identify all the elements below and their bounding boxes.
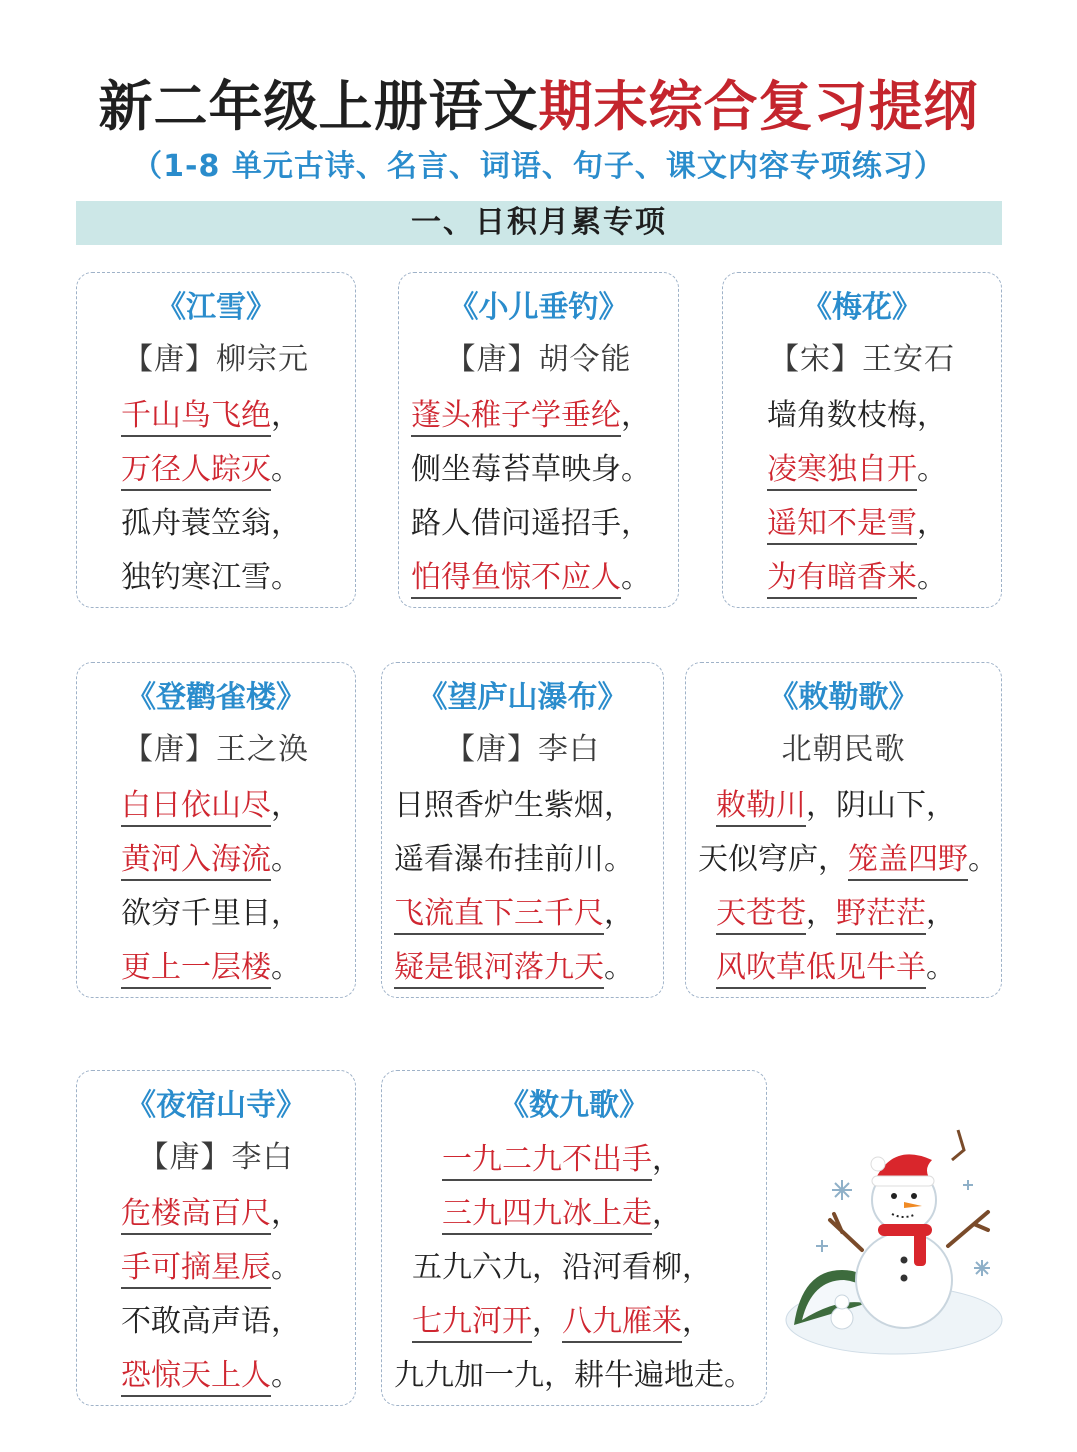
poem-line xyxy=(723,449,1045,491)
blank-answer: 万径人踪灭 xyxy=(121,452,271,491)
blank-answer: 更上一层楼 xyxy=(121,950,271,989)
blank-answer: 危楼高百尺 xyxy=(121,1196,271,1235)
blank-answer: 飞流直下三千尺 xyxy=(394,896,604,935)
poem-card-xiaoer xyxy=(398,272,679,608)
poem-card-chile xyxy=(685,662,1002,998)
poem-title: 《江雪》 xyxy=(156,290,276,325)
poem-line: 墙角数枝梅， xyxy=(767,398,947,433)
page-subtitle: （1-8 单元古诗、名言、词语、句子、课文内容专项练习） xyxy=(132,149,945,184)
blank-answer: 恐惊天上人 xyxy=(121,1358,271,1397)
blank-answer: 野茫茫 xyxy=(836,896,926,935)
title-red-part: 期末综合复习提纲 xyxy=(538,75,979,138)
poem-line xyxy=(382,947,675,989)
punct: ， xyxy=(621,398,651,433)
blank-answer: 天苍苍 xyxy=(716,896,806,935)
poem-title: 《登鹳雀楼》 xyxy=(126,680,306,715)
blank-answer: 遥知不是雪 xyxy=(767,506,917,545)
poem-author: 【唐】柳宗元 xyxy=(123,342,309,377)
punct: ， xyxy=(917,506,947,541)
blank-answer: 蓬头稚子学垂纶 xyxy=(411,398,621,437)
poem-line xyxy=(77,1247,399,1289)
blank-answer: 凌寒独自开 xyxy=(767,452,917,491)
punct: 。 xyxy=(271,452,301,487)
poem-line xyxy=(382,1301,796,1343)
poem-line: 独钓寒江雪。 xyxy=(121,560,301,595)
punct: 。 xyxy=(271,950,301,985)
poem-line xyxy=(686,839,1013,881)
title-black-part: 新二年级上册语文 xyxy=(98,75,539,138)
section-heading: 一、日积月累专项 xyxy=(76,201,1002,245)
punct: 。 xyxy=(968,842,998,877)
blank-answer: 笼盖四野 xyxy=(848,842,968,881)
poem-card-jiangxue xyxy=(76,272,356,608)
poem-line xyxy=(77,395,399,437)
poem-title: 《数九歌》 xyxy=(499,1088,649,1123)
punct: ， xyxy=(271,1196,301,1231)
line-text: 天似穹庐， xyxy=(698,842,848,877)
poem-title: 《夜宿山寺》 xyxy=(126,1088,306,1123)
poem-line xyxy=(77,839,399,881)
punct: 。 xyxy=(926,950,956,985)
punct: ， xyxy=(682,1304,712,1339)
poem-line: 不敢高声语， xyxy=(121,1304,301,1339)
punct: ， xyxy=(271,788,301,823)
poem-line xyxy=(77,449,399,491)
poem-line xyxy=(399,395,690,437)
poem-card-lushan xyxy=(381,662,664,998)
poem-line xyxy=(77,785,399,827)
poem-line: 遥看瀑布挂前川。 xyxy=(394,842,634,877)
poem-author: 北朝民歌 xyxy=(781,732,906,767)
blank-answer: 千山鸟飞绝 xyxy=(121,398,271,437)
poem-line: 五九六九，沿河看柳， xyxy=(412,1250,712,1285)
poem-line: 九九加一九，耕牛遍地走。 xyxy=(394,1358,754,1393)
poem-author: 【唐】王之涣 xyxy=(123,732,309,767)
punct: 。 xyxy=(271,1358,301,1393)
blank-answer: 一九二九不出手 xyxy=(442,1142,652,1181)
line-text: ，阴山下， xyxy=(806,788,956,823)
blank-answer: 手可摘星辰 xyxy=(121,1250,271,1289)
punct: 。 xyxy=(604,950,634,985)
blank-answer: 黄河入海流 xyxy=(121,842,271,881)
punct: ， xyxy=(926,896,956,931)
poem-line xyxy=(399,557,690,599)
poem-author: 【唐】李白 xyxy=(445,732,600,767)
poem-line xyxy=(77,1355,399,1397)
punct: 。 xyxy=(271,1250,301,1285)
poem-line: 欲穷千里目， xyxy=(121,896,301,931)
poem-line xyxy=(77,947,399,989)
poem-line xyxy=(686,785,1031,827)
poem-line: 日照香炉生紫烟， xyxy=(394,788,634,823)
poem-line: 孤舟蓑笠翁， xyxy=(121,506,301,541)
punct: 。 xyxy=(917,560,947,595)
poem-line: 路人借问遥招手， xyxy=(411,506,651,541)
poem-line xyxy=(382,893,675,935)
poem-line: 侧坐莓苔草映身。 xyxy=(411,452,651,487)
punct: 。 xyxy=(917,452,947,487)
punct: ， xyxy=(532,1304,562,1339)
poem-title: 《梅花》 xyxy=(802,290,922,325)
blank-answer: 八九雁来 xyxy=(562,1304,682,1343)
blank-answer: 白日依山尽 xyxy=(121,788,271,827)
blank-answer: 七九河开 xyxy=(412,1304,532,1343)
page-title xyxy=(0,72,1077,142)
blank-answer: 为有暗香来 xyxy=(767,560,917,599)
poem-line xyxy=(77,1193,399,1235)
poem-author: 【宋】王安石 xyxy=(769,342,955,377)
poem-title: 《小儿垂钓》 xyxy=(448,290,629,325)
snowman-illustration xyxy=(782,1120,1012,1360)
poem-card-shujiu xyxy=(381,1070,767,1406)
poem-line xyxy=(686,947,1031,989)
poem-card-meihua xyxy=(722,272,1002,608)
poem-author: 【唐】李白 xyxy=(138,1140,294,1175)
poem-title: 《望庐山瀑布》 xyxy=(417,680,628,715)
blank-answer: 怕得鱼惊不应人 xyxy=(411,560,621,599)
punct: 。 xyxy=(621,560,651,595)
poem-title: 《敕勒歌》 xyxy=(768,680,919,715)
poem-author: 【唐】胡令能 xyxy=(445,342,632,377)
blank-answer: 敕勒川 xyxy=(716,788,806,827)
poem-line xyxy=(382,1193,826,1235)
punct: ， xyxy=(652,1142,682,1177)
blank-answer: 三九四九冰上走 xyxy=(442,1196,652,1235)
poem-line xyxy=(723,557,1045,599)
poem-line xyxy=(382,1139,826,1181)
punct: ， xyxy=(604,896,634,931)
poem-line xyxy=(723,503,1045,545)
punct: ， xyxy=(652,1196,682,1231)
poem-line xyxy=(686,893,1031,935)
blank-answer: 疑是银河落九天 xyxy=(394,950,604,989)
poem-card-yesu xyxy=(76,1070,356,1406)
punct: ， xyxy=(271,398,301,433)
blank-answer: 风吹草低见牛羊 xyxy=(716,950,926,989)
punct: ， xyxy=(806,896,836,931)
poem-card-dengque xyxy=(76,662,356,998)
punct: 。 xyxy=(271,842,301,877)
